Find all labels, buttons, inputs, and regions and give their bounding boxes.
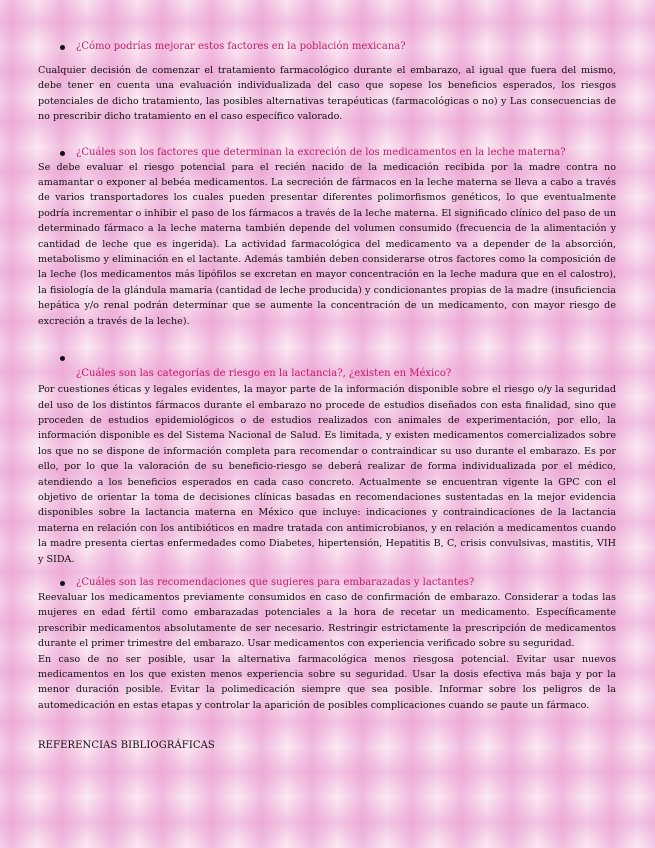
references-heading: REFERENCIAS BIBLIOGRÁFICAS — [38, 740, 215, 752]
bullet-icon — [60, 151, 65, 156]
answer-paragraph: En caso de no ser posible, usar la alternativa farmacológica menos riesgosa potencial. Evitar usar nuevos medicamentos en los que existen menos experiencia sobre su seguridad. Usar la dosis efectiva más baja y por la menor duración posible. Evitar la polimedicación siempre que sea posible. Informar sobre los peligros de la automedicación en estas etapas y controlar la aparición de posibles complicaciones cuando se paute un fármaco. — [38, 653, 616, 711]
answer-paragraph: Se debe evaluar el riesgo potencial para el recién nacido de la medicación recibida por la madre contra no amamantar o exponer al bebéa medicamentos. La secreción de fármacos en la leche materna se lleva a cabo a través de varios transportadores los cuales pueden presentar diferentes polimorfismos genéticos, lo que eventualmente podría incrementar o inhibir el paso de los fármacos a través de la leche materna. El significado clínico del paso de un determinado fármaco a la leche materna también depende del volumen consumido (frecuencia de la alimentación y cantidad de leche que es ingerida). La actividad farmacológica del medicamento va a depender de la absorción, metabolismo y eliminación en el lactante. Además también deben considerarse otros factores como la composición de la leche (los medicamentos más lipófilos se excretan en mayor concentración en la leche madura que en el calostro), la fisiología de la glándula mamaria (cantidad de leche producida) y condicionantes propias de la madre (insuficiencia hepática y/o renal podrán determinar que se aumente la concentración de un medicamento, con mayor riesgo de excreción a través de la leche). — [38, 161, 616, 327]
answer-paragraph: Reevaluar los medicamentos previamente consumidos en caso de confirmación de embarazo. Considerar a todas las mujeres en edad fértil como embarazadas potenciales a la hora de recetar un medicamento. Específicamente prescribir medicamentos absolutamente de ser necesario. Restringir estrictamente la prescripción de medicamentos durante el primer trimestre del embarazo. Usar medicamentos con experiencia verificado sobre su seguridad. — [38, 591, 616, 650]
question-heading-3 — [38, 367, 616, 381]
question-heading-4 — [38, 576, 616, 590]
bullet-icon — [60, 581, 65, 586]
answer-paragraph: Por cuestiones éticas y legales evidentes, la mayor parte de la información disponible sobre el riesgo o/y la seguridad del uso de los distintos fármacos durante el embarazo no procede de estudios diseñados con esta finalidad, sino que proceden de estudios epidemiológicos o de estudios realizados con animales de experimentación, por ello, la información disponible es del Sistema Nacional de Salud. Es limitada, y existen medicamentos comercializados sobre los que no se dispone de información completa para recomendar o contraindicar su uso durante el embarazo. Es por ello, por lo que la valoración de su beneficio-riesgo se deberá realizar de forma individualizada por el médico, atendiendo a los beneficios esperados en cada caso concreto. Actualmente se encuentran vigente la GPC con el objetivo de orientar la toma de decisiones clínicas basadas en recomendaciones sustentadas en la mejor evidencia disponibles sobre la lactancia materna en México que incluye: indicaciones y contraindicaciones de la lactancia materna en relación con los antibióticos en madre tratada con antimicrobianos, y en relación a medicamentos cuando la madre presenta ciertas enfermedades como Diabetes, hipertensión, Hepatitis B, C, crisis convulsivas, mastitis, VIH y SIDA. — [38, 384, 616, 565]
bullet-icon — [60, 45, 65, 50]
document-page — [38, 34, 616, 753]
bullet-icon — [60, 356, 65, 361]
question-text: ¿Cuáles son las recomendaciones que sugieres para embarazadas y lactantes? — [76, 576, 475, 588]
question-text: ¿Cuáles son los factores que determinan la excreción de los medicamentos en la leche materna? — [76, 146, 566, 158]
answer-paragraph: Cualquier decisión de comenzar el tratamiento farmacológico durante el embarazo, al igual que fuera del mismo, debe tener en cuenta una evaluación individualizada del caso que sopese los beneficios esperados, los riesgos potenciales de dicho tratamiento, las posibles alternativas terapéuticas (farmacológicas o no) y Las consecuencias de no prescribir dicho tratamiento en el caso específico valorado. — [38, 65, 616, 123]
question-text: ¿Cuáles son las categorías de riesgo en la lactancia?, ¿existen en México? — [76, 368, 452, 380]
question-text: ¿Cómo podrías mejorar estos factores en la población mexicana? — [76, 41, 406, 52]
question-heading-1 — [38, 40, 616, 54]
question-heading-2 — [38, 146, 616, 160]
empty-bullet-line — [38, 351, 616, 365]
